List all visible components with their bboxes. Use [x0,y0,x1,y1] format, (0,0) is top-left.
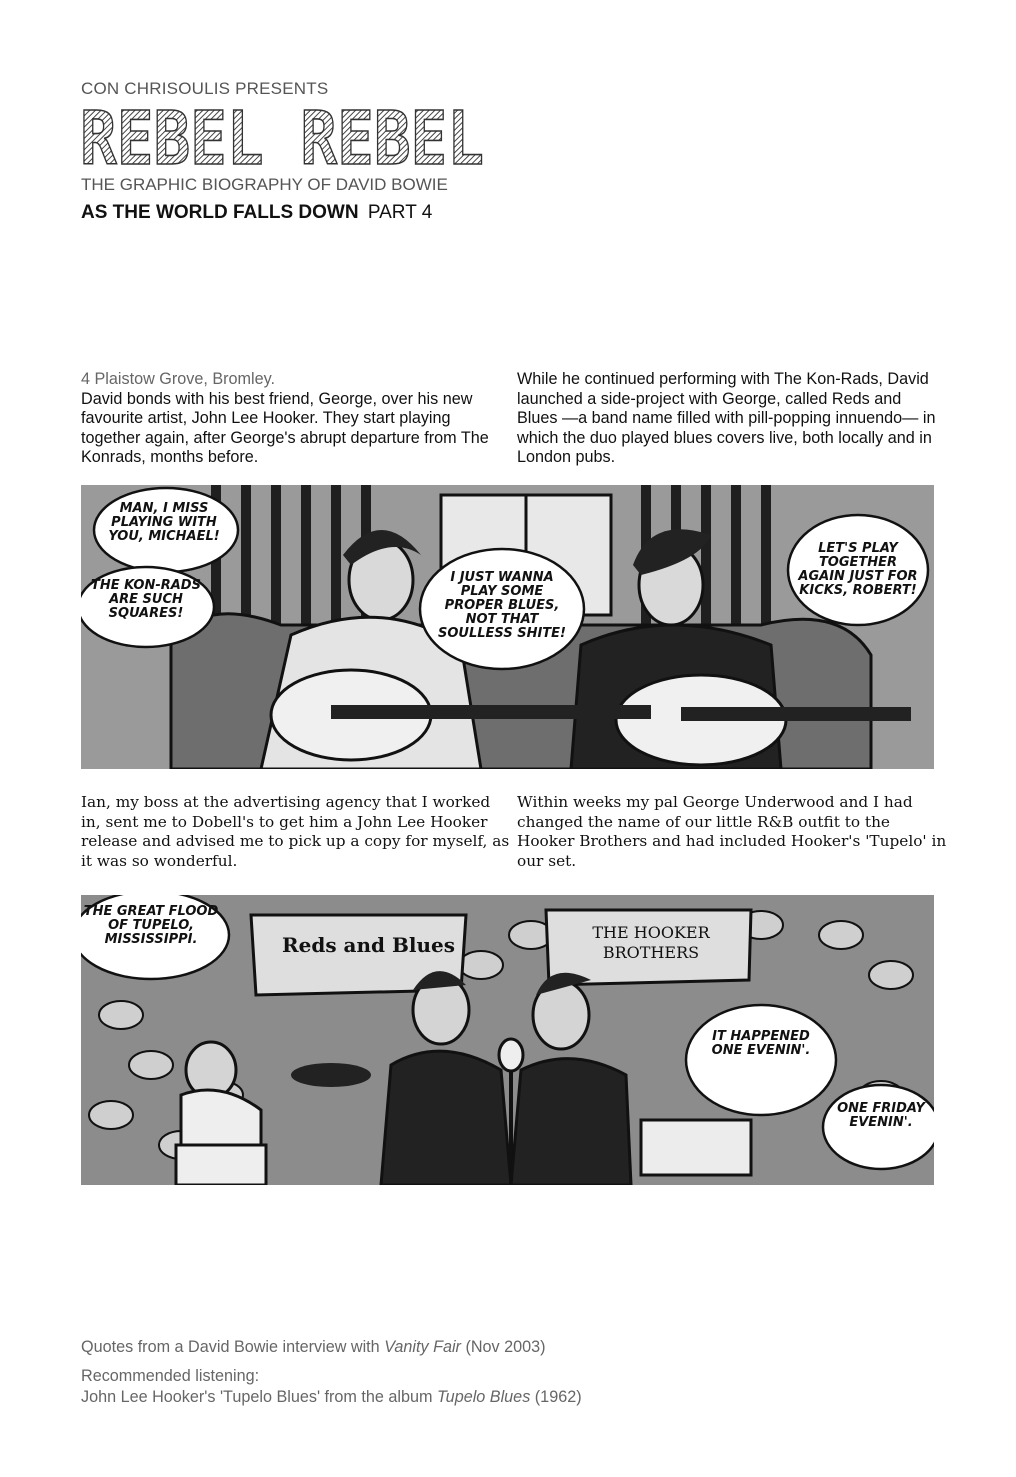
caption-top-right: While he continued performing with The Kon-Rads, David launched a side-project with George, called Reds and Blues —a band name filled with pill-popping innuendo— in which the duo played blues covers live, both locally and in London pubs. [517,370,936,466]
quotes-suffix: (Nov 2003) [460,1338,546,1356]
caption-location: 4 Plaistow Grove, Bromley. [81,370,276,388]
rebel-rebel-logo [80,108,488,170]
balloon-one-friday-evenin: ONE FRIDAY EVENIN'. [837,1101,925,1130]
quote-left: Ian, my boss at the advertising agency that I worked in, sent me to Dobell's to get him a John Lee Hooker release and advised me to pick up a copy for myself, as it was so wonderful. [81,793,510,870]
listening-line [81,1387,582,1408]
chapter-part: PART 4 [367,202,433,223]
quotes-source: Vanity Fair [384,1338,461,1356]
caption-top-left [81,370,501,468]
chapter-heading [81,202,432,224]
chapter-title: AS THE WORLD FALLS DOWN [81,202,359,223]
balloon-proper-blues: I JUST WANNA PLAY SOME PROPER BLUES, NOT THAT SOULLESS SHITE! [438,570,566,641]
banner-reds-and-blues: Reds and Blues [281,933,456,957]
comic-panel-2 [81,895,934,1185]
caption-body: David bonds with his best friend, George, over his new favourite artist, John Lee Hooker. They start playing together again, after George's abrupt departure from The Konrads, months before. [81,389,489,466]
balloon-miss-playing: MAN, I MISS PLAYING WITH YOU, MICHAEL! [108,501,220,544]
balloon-happened-one-evenin: IT HAPPENED ONE EVENIN'. [711,1029,811,1058]
listening-prefix: John Lee Hooker's 'Tupelo Blues' from the album [81,1388,437,1406]
listening-label: Recommended listening: [81,1367,260,1385]
balloon-kon-rads-squares: THE KON-RADS ARE SUCH SQUARES! [91,578,201,621]
balloon-great-flood: THE GREAT FLOOD OF TUPELO, MISSISSIPPI. [83,904,219,947]
footer-quotes-credit [81,1337,546,1358]
balloon-play-together: LET'S PLAY TOGETHER AGAIN JUST FOR KICKS, ROBERT! [798,541,918,598]
quotes-prefix: Quotes from a David Bowie interview with [81,1338,385,1356]
subtitle: THE GRAPHIC BIOGRAPHY OF DAVID BOWIE [81,175,448,194]
comic-panel-1 [81,485,934,769]
footer-recommended-listening [81,1366,582,1408]
listening-album: Tupelo Blues [437,1388,531,1406]
svg-text:REBEL REBEL: REBEL REBEL [80,108,484,170]
presents-line: CON CHRISOULIS PRESENTS [81,79,329,98]
listening-suffix: (1962) [530,1388,582,1406]
banner-hooker-brothers: THE HOOKER BROTHERS [592,923,710,962]
quote-right: Within weeks my pal George Underwood and I had changed the name of our little R&B outfit to the Hooker Brothers and had included Hooker's 'Tupelo' in our set. [517,793,947,870]
